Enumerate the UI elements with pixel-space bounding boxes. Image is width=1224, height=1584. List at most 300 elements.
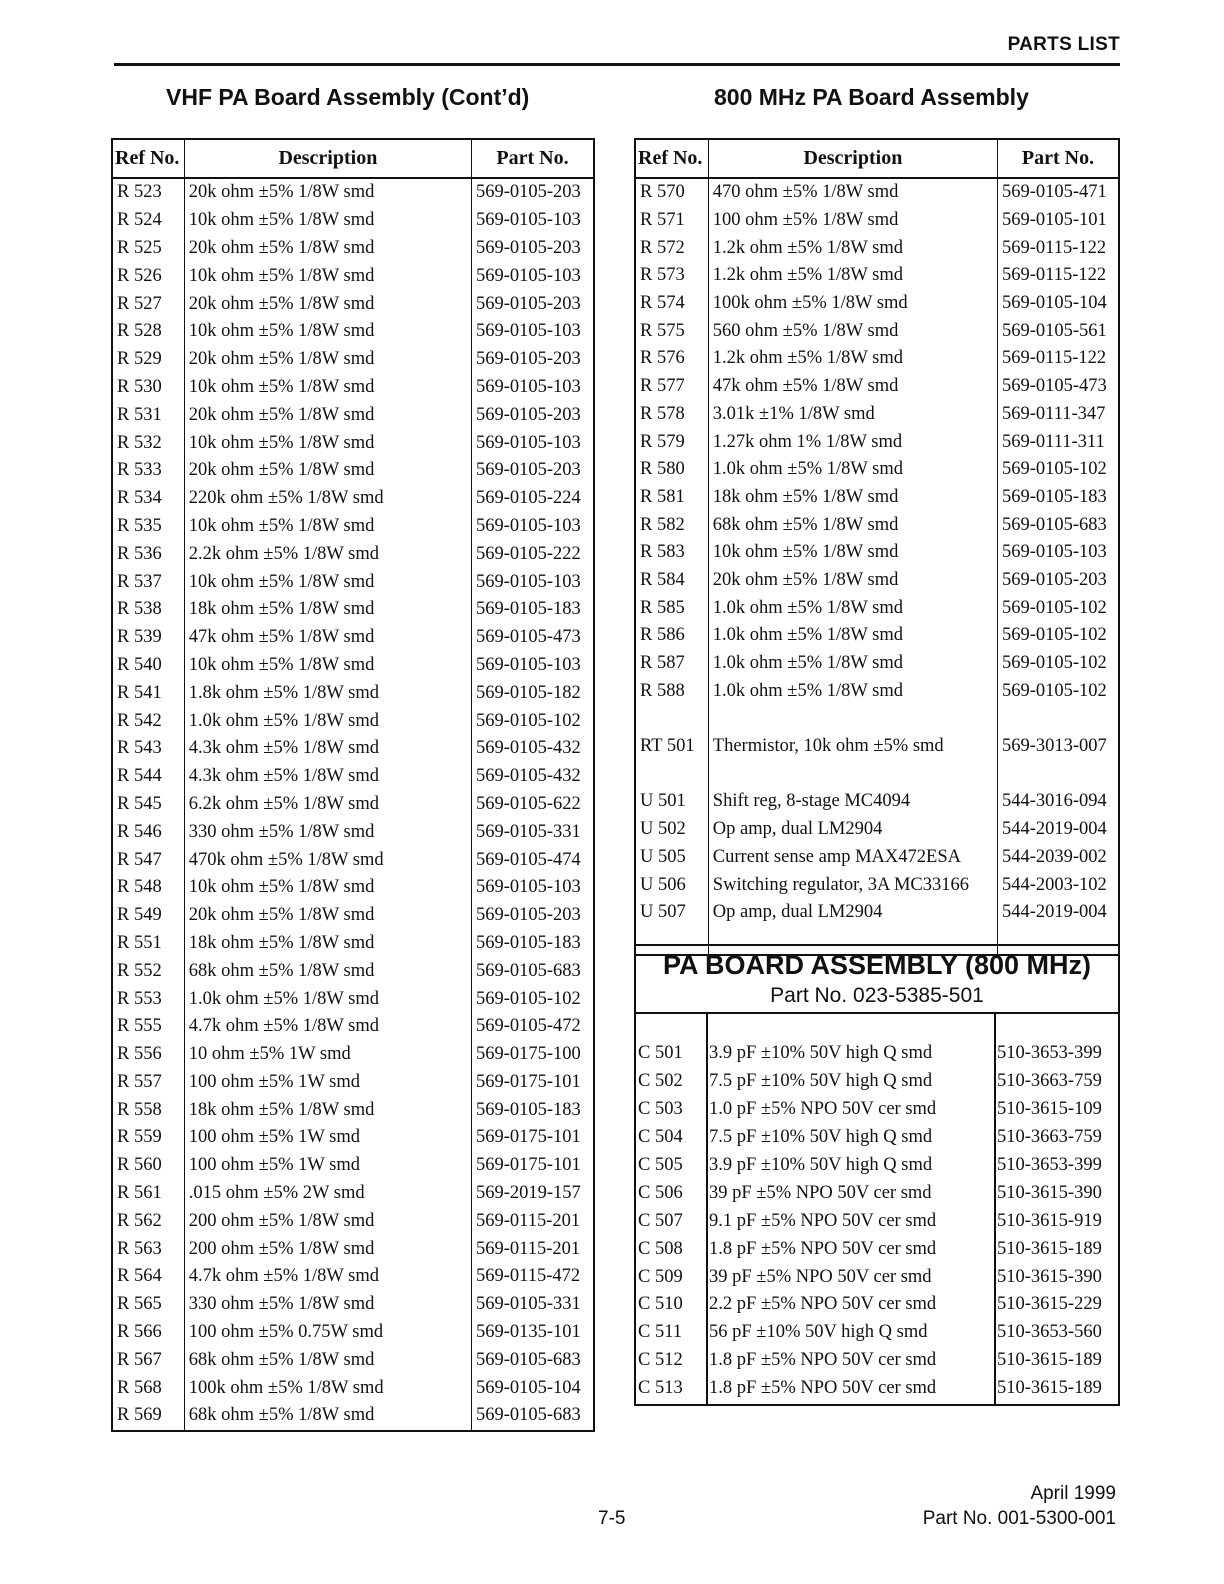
description-cell: 100k ohm ±5% 1/8W smd bbox=[708, 290, 997, 318]
ref-cell: R 539 bbox=[117, 627, 162, 648]
description-cell: 1.0k ohm ±5% 1/8W smd bbox=[708, 456, 997, 484]
assembly-title: PA BOARD ASSEMBLY (800 MHz) bbox=[662, 950, 1092, 980]
description-cell: 1.0k ohm ±5% 1/8W smd bbox=[708, 594, 997, 622]
ref-cell: R 558 bbox=[117, 1099, 162, 1120]
description-cell: 1.8k ohm ±5% 1/8W smd bbox=[184, 679, 471, 707]
part-no-cell: 569-0105-103 bbox=[471, 652, 594, 680]
part-no-cell: 569-0105-331 bbox=[471, 1291, 594, 1319]
description-cell: 3.9 pF ±10% 50V high Q smd bbox=[709, 1155, 933, 1175]
description-cell: 20k ohm ±5% 1/8W smd bbox=[184, 902, 471, 930]
part-no-cell bbox=[997, 760, 1119, 788]
description-cell: 18k ohm ±5% 1/8W smd bbox=[184, 596, 471, 624]
table-row bbox=[635, 317, 1119, 345]
table-row bbox=[112, 902, 594, 930]
description-cell: 9.1 pF ±5% NPO 50V cer smd bbox=[709, 1210, 937, 1231]
part-no-cell: 569-0105-222 bbox=[471, 540, 594, 568]
ref-cell: R 565 bbox=[117, 1294, 162, 1315]
table-row bbox=[635, 677, 1119, 705]
table-row bbox=[112, 1235, 594, 1263]
table-row bbox=[112, 207, 594, 235]
part-no-cell: 569-0135-101 bbox=[471, 1319, 594, 1347]
table-row bbox=[636, 1152, 1118, 1180]
part-no-cell: 544-2019-004 bbox=[997, 899, 1119, 927]
part-no-cell: 569-0105-104 bbox=[997, 290, 1119, 318]
table-row bbox=[635, 428, 1119, 456]
ref-cell: R 587 bbox=[640, 653, 685, 674]
description-cell: 10k ohm ±5% 1/8W smd bbox=[184, 374, 471, 402]
right-parts-table bbox=[634, 138, 1120, 956]
table-row bbox=[112, 791, 594, 819]
table-row bbox=[112, 318, 594, 346]
ref-cell: U 502 bbox=[640, 819, 686, 840]
description-cell: 18k ohm ±5% 1/8W smd bbox=[708, 484, 997, 512]
part-no-cell: 510-3653-399 bbox=[997, 1155, 1102, 1175]
part-no-cell: 569-0115-122 bbox=[997, 234, 1119, 262]
description-cell: 1.2k ohm ±5% 1/8W smd bbox=[708, 234, 997, 262]
table-row bbox=[112, 540, 594, 568]
description-cell: 200 ohm ±5% 1/8W smd bbox=[184, 1207, 471, 1235]
table-row bbox=[112, 401, 594, 429]
description-cell: Thermistor, 10k ohm ±5% smd bbox=[708, 733, 997, 761]
table-row bbox=[635, 733, 1119, 761]
part-no-cell: 569-0105-102 bbox=[997, 456, 1119, 484]
ref-cell: R 524 bbox=[117, 210, 162, 231]
table-row bbox=[635, 511, 1119, 539]
part-no-cell: 569-0105-622 bbox=[471, 791, 594, 819]
description-cell: 10k ohm ±5% 1/8W smd bbox=[184, 652, 471, 680]
column-header-ref: Ref No. bbox=[635, 139, 708, 178]
ref-cell: R 549 bbox=[117, 905, 162, 926]
description-cell: 10k ohm ±5% 1/8W smd bbox=[184, 874, 471, 902]
ref-cell: R 532 bbox=[117, 432, 162, 453]
ref-cell: R 584 bbox=[640, 569, 685, 590]
ref-cell: R 568 bbox=[117, 1377, 162, 1398]
table-header-row bbox=[635, 139, 1119, 178]
description-cell: 1.0k ohm ±5% 1/8W smd bbox=[184, 707, 471, 735]
part-no-cell: 569-2019-157 bbox=[471, 1180, 594, 1208]
table-row bbox=[112, 485, 594, 513]
ref-cell: C 503 bbox=[638, 1099, 683, 1120]
ref-cell: R 581 bbox=[640, 486, 685, 507]
description-cell: Shift reg, 8-stage MC4094 bbox=[708, 788, 997, 816]
description-cell: 7.5 pF ±10% 50V high Q smd bbox=[709, 1127, 933, 1148]
part-no-cell: 569-0115-122 bbox=[997, 262, 1119, 290]
table-row bbox=[112, 346, 594, 374]
table-row bbox=[635, 788, 1119, 816]
ref-cell: R 575 bbox=[640, 320, 685, 341]
part-no-cell: 569-0111-311 bbox=[997, 428, 1119, 456]
description-cell: Op amp, dual LM2904 bbox=[708, 899, 997, 927]
ref-cell: C 510 bbox=[638, 1294, 683, 1315]
table-row bbox=[635, 539, 1119, 567]
description-cell: 68k ohm ±5% 1/8W smd bbox=[184, 1402, 471, 1431]
column-header-description: Description bbox=[708, 139, 997, 178]
part-no-cell: 569-0105-683 bbox=[997, 511, 1119, 539]
ref-cell: R 544 bbox=[117, 766, 162, 787]
description-cell bbox=[708, 705, 997, 733]
table-row bbox=[112, 1096, 594, 1124]
description-cell: 2.2k ohm ±5% 1/8W smd bbox=[184, 540, 471, 568]
part-no-cell: 569-0115-472 bbox=[471, 1263, 594, 1291]
ref-cell: C 512 bbox=[638, 1350, 683, 1371]
header-rule bbox=[114, 63, 1120, 66]
description-cell: 47k ohm ±5% 1/8W smd bbox=[184, 624, 471, 652]
part-no-cell: 510-3615-919 bbox=[997, 1210, 1102, 1231]
column-header-ref: Ref No. bbox=[112, 139, 184, 178]
table-row bbox=[112, 679, 594, 707]
ref-cell: R 562 bbox=[117, 1210, 162, 1231]
table-row bbox=[112, 763, 594, 791]
part-no-cell: 569-0105-103 bbox=[471, 262, 594, 290]
description-cell: 10 ohm ±5% 1W smd bbox=[184, 1041, 471, 1069]
description-cell: 47k ohm ±5% 1/8W smd bbox=[708, 373, 997, 401]
description-cell: 1.8 pF ±5% NPO 50V cer smd bbox=[709, 1378, 937, 1399]
right-section-title: 800 MHz PA Board Assembly bbox=[714, 84, 1029, 110]
description-cell: 39 pF ±5% NPO 50V cer smd bbox=[709, 1266, 932, 1287]
table-row bbox=[112, 1207, 594, 1235]
footer-document-part-number: Part No. 001-5300-001 bbox=[922, 1508, 1116, 1529]
part-no-cell: 569-0105-432 bbox=[471, 763, 594, 791]
description-cell: 20k ohm ±5% 1/8W smd bbox=[184, 290, 471, 318]
table-row bbox=[636, 1319, 1118, 1347]
table-row bbox=[112, 1180, 594, 1208]
ref-cell: R 523 bbox=[117, 182, 162, 203]
description-cell: 100 ohm ±5% 1W smd bbox=[184, 1124, 471, 1152]
part-no-cell: 569-0105-103 bbox=[471, 874, 594, 902]
description-cell: 39 pF ±5% NPO 50V cer smd bbox=[709, 1182, 932, 1203]
part-no-cell: 569-0105-103 bbox=[471, 374, 594, 402]
description-cell: 10k ohm ±5% 1/8W smd bbox=[184, 207, 471, 235]
ref-cell: R 553 bbox=[117, 988, 162, 1009]
description-cell: 2.2 pF ±5% NPO 50V cer smd bbox=[709, 1294, 937, 1315]
table-row bbox=[636, 1347, 1118, 1375]
table-row bbox=[635, 650, 1119, 678]
ref-cell: C 509 bbox=[638, 1266, 683, 1287]
part-no-cell: 569-0175-101 bbox=[471, 1124, 594, 1152]
part-no-cell: 569-0105-103 bbox=[997, 539, 1119, 567]
table-row bbox=[635, 290, 1119, 318]
description-cell: Op amp, dual LM2904 bbox=[708, 816, 997, 844]
ref-cell: R 548 bbox=[117, 877, 162, 898]
part-no-cell: 569-3013-007 bbox=[997, 733, 1119, 761]
part-no-cell: 544-2019-004 bbox=[997, 816, 1119, 844]
table-row bbox=[635, 484, 1119, 512]
ref-cell: R 585 bbox=[640, 597, 685, 618]
ref-cell bbox=[635, 705, 708, 733]
ref-cell: R 579 bbox=[640, 431, 685, 452]
part-no-cell: 569-0115-201 bbox=[471, 1207, 594, 1235]
left-section-title: VHF PA Board Assembly (Cont’d) bbox=[166, 84, 530, 110]
part-no-cell: 510-3615-390 bbox=[997, 1266, 1102, 1287]
table-row bbox=[635, 622, 1119, 650]
part-no-cell: 569-0105-473 bbox=[471, 624, 594, 652]
ref-cell: R 576 bbox=[640, 348, 685, 369]
table-row bbox=[112, 262, 594, 290]
description-cell: 100 ohm ±5% 0.75W smd bbox=[184, 1319, 471, 1347]
part-no-cell: 510-3653-399 bbox=[997, 1043, 1102, 1064]
header-label: PARTS LIST bbox=[1007, 34, 1120, 55]
description-cell: 10k ohm ±5% 1/8W smd bbox=[184, 429, 471, 457]
part-no-cell: 569-0105-102 bbox=[471, 707, 594, 735]
ref-cell: R 552 bbox=[117, 960, 162, 981]
table-row bbox=[112, 846, 594, 874]
ref-cell: R 531 bbox=[117, 404, 162, 425]
table-row bbox=[636, 1263, 1118, 1291]
assembly-parts-table bbox=[636, 1040, 1118, 1403]
ref-cell: U 507 bbox=[640, 902, 686, 923]
description-cell: 1.27k ohm 1% 1/8W smd bbox=[708, 428, 997, 456]
part-no-cell: 569-0105-183 bbox=[471, 596, 594, 624]
description-cell: 20k ohm ±5% 1/8W smd bbox=[184, 346, 471, 374]
ref-cell: R 561 bbox=[117, 1183, 162, 1204]
ref-cell: U 501 bbox=[640, 791, 686, 812]
part-no-cell: 569-0105-183 bbox=[471, 1096, 594, 1124]
ref-cell: R 586 bbox=[640, 625, 685, 646]
ref-cell: R 543 bbox=[117, 738, 162, 759]
part-no-cell: 569-0105-203 bbox=[471, 401, 594, 429]
table-row bbox=[112, 707, 594, 735]
part-no-cell: 569-0105-471 bbox=[997, 178, 1119, 207]
table-row bbox=[112, 1263, 594, 1291]
ref-cell: R 535 bbox=[117, 515, 162, 536]
page-number: 7-5 bbox=[598, 1508, 626, 1529]
part-no-cell: 569-0105-102 bbox=[997, 594, 1119, 622]
ref-cell: C 504 bbox=[638, 1127, 683, 1148]
ref-cell: C 505 bbox=[638, 1155, 683, 1175]
description-cell: 1.0 pF ±5% NPO 50V cer smd bbox=[709, 1099, 937, 1120]
table-row bbox=[635, 178, 1119, 207]
table-row bbox=[112, 957, 594, 985]
table-row bbox=[112, 1319, 594, 1347]
part-no-cell: 544-2039-002 bbox=[997, 844, 1119, 872]
part-no-cell: 569-0105-203 bbox=[471, 902, 594, 930]
table-row bbox=[635, 234, 1119, 262]
table-row bbox=[635, 871, 1119, 899]
table-row bbox=[112, 513, 594, 541]
part-no-cell: 569-0105-473 bbox=[997, 373, 1119, 401]
description-cell: 56 pF ±10% 50V high Q smd bbox=[709, 1322, 928, 1343]
description-cell: 20k ohm ±5% 1/8W smd bbox=[184, 235, 471, 263]
ref-cell: R 533 bbox=[117, 460, 162, 481]
ref-cell: R 571 bbox=[640, 210, 685, 231]
description-cell: 1.0k ohm ±5% 1/8W smd bbox=[184, 985, 471, 1013]
part-no-cell: 569-0175-100 bbox=[471, 1041, 594, 1069]
description-cell: 20k ohm ±5% 1/8W smd bbox=[184, 457, 471, 485]
table-row bbox=[112, 596, 594, 624]
description-cell: Current sense amp MAX472ESA bbox=[708, 844, 997, 872]
description-cell: 18k ohm ±5% 1/8W smd bbox=[184, 1096, 471, 1124]
table-row bbox=[112, 1374, 594, 1402]
table-row bbox=[635, 594, 1119, 622]
part-no-cell: 569-0105-561 bbox=[997, 317, 1119, 345]
ref-cell: C 507 bbox=[638, 1210, 683, 1231]
ref-cell: R 545 bbox=[117, 793, 162, 814]
part-no-cell: 569-0105-683 bbox=[471, 1402, 594, 1431]
table-row bbox=[635, 816, 1119, 844]
table-row bbox=[112, 457, 594, 485]
description-cell bbox=[708, 760, 997, 788]
description-cell: 10k ohm ±5% 1/8W smd bbox=[184, 568, 471, 596]
description-cell: 7.5 pF ±10% 50V high Q smd bbox=[709, 1071, 933, 1092]
part-no-cell: 510-3615-189 bbox=[997, 1238, 1102, 1259]
ref-cell: R 540 bbox=[117, 654, 162, 675]
description-cell: 20k ohm ±5% 1/8W smd bbox=[184, 401, 471, 429]
part-no-cell: 510-3663-759 bbox=[997, 1071, 1102, 1092]
description-cell: 4.7k ohm ±5% 1/8W smd bbox=[184, 1013, 471, 1041]
table-row bbox=[112, 1041, 594, 1069]
ref-cell: R 534 bbox=[117, 488, 162, 509]
description-cell: 1.8 pF ±5% NPO 50V cer smd bbox=[709, 1238, 937, 1259]
assembly-part-number: Part No. 023-5385-501 bbox=[770, 984, 984, 1007]
table-row bbox=[636, 1207, 1118, 1235]
part-no-cell: 569-0105-203 bbox=[471, 290, 594, 318]
part-no-cell: 569-0105-683 bbox=[471, 1346, 594, 1374]
column-header-part-no: Part No. bbox=[997, 139, 1119, 178]
part-no-cell: 510-3615-229 bbox=[997, 1294, 1102, 1315]
table-row bbox=[112, 429, 594, 457]
left-parts-table bbox=[111, 138, 595, 1432]
part-no-cell: 569-0105-102 bbox=[997, 622, 1119, 650]
part-no-cell: 510-3615-189 bbox=[997, 1350, 1102, 1371]
description-cell: 10k ohm ±5% 1/8W smd bbox=[184, 318, 471, 346]
ref-cell: R 567 bbox=[117, 1349, 162, 1370]
part-no-cell: 569-0105-102 bbox=[471, 985, 594, 1013]
table-row bbox=[112, 735, 594, 763]
description-cell: 1.0k ohm ±5% 1/8W smd bbox=[708, 677, 997, 705]
description-cell: 100 ohm ±5% 1/8W smd bbox=[708, 207, 997, 235]
part-no-cell: 544-2003-102 bbox=[997, 871, 1119, 899]
part-no-cell: 569-0105-224 bbox=[471, 485, 594, 513]
part-no-cell: 569-0105-103 bbox=[471, 513, 594, 541]
column-header-part-no: Part No. bbox=[471, 139, 594, 178]
ref-cell: R 563 bbox=[117, 1238, 162, 1259]
table-row bbox=[636, 1291, 1118, 1319]
footer-date: April 1999 bbox=[1030, 1483, 1116, 1504]
description-cell: 10k ohm ±5% 1/8W smd bbox=[184, 513, 471, 541]
part-no-cell: 510-3615-109 bbox=[997, 1099, 1102, 1120]
ref-cell: R 574 bbox=[640, 293, 685, 314]
ref-cell: R 583 bbox=[640, 542, 685, 563]
ref-cell: R 551 bbox=[117, 932, 162, 953]
ref-cell bbox=[635, 760, 708, 788]
part-no-cell: 569-0105-203 bbox=[471, 346, 594, 374]
description-cell: 100 ohm ±5% 1W smd bbox=[184, 1069, 471, 1097]
description-cell: 6.2k ohm ±5% 1/8W smd bbox=[184, 791, 471, 819]
description-cell: 1.0k ohm ±5% 1/8W smd bbox=[708, 650, 997, 678]
description-cell: 10k ohm ±5% 1/8W smd bbox=[708, 539, 997, 567]
table-row bbox=[635, 373, 1119, 401]
ref-cell: R 555 bbox=[117, 1016, 162, 1037]
part-no-cell: 569-0105-182 bbox=[471, 679, 594, 707]
part-no-cell: 569-0105-472 bbox=[471, 1013, 594, 1041]
description-cell: 68k ohm ±5% 1/8W smd bbox=[184, 957, 471, 985]
description-cell: 68k ohm ±5% 1/8W smd bbox=[184, 1346, 471, 1374]
ref-cell: R 578 bbox=[640, 403, 685, 424]
table-row bbox=[635, 567, 1119, 595]
table-row bbox=[112, 1346, 594, 1374]
ref-cell: R 527 bbox=[117, 293, 162, 314]
ref-cell: R 566 bbox=[117, 1322, 162, 1343]
description-cell: .015 ohm ±5% 2W smd bbox=[184, 1180, 471, 1208]
table-row bbox=[635, 345, 1119, 373]
ref-cell: R 538 bbox=[117, 599, 162, 620]
table-row bbox=[635, 456, 1119, 484]
description-cell: 100 ohm ±5% 1W smd bbox=[184, 1152, 471, 1180]
part-no-cell: 510-3615-189 bbox=[997, 1378, 1102, 1399]
ref-cell: R 573 bbox=[640, 265, 685, 286]
description-cell: 560 ohm ±5% 1/8W smd bbox=[708, 317, 997, 345]
description-cell: 4.3k ohm ±5% 1/8W smd bbox=[184, 735, 471, 763]
part-no-cell: 569-0115-201 bbox=[471, 1235, 594, 1263]
ref-cell: R 582 bbox=[640, 514, 685, 535]
part-no-cell: 569-0105-102 bbox=[997, 677, 1119, 705]
ref-cell: R 569 bbox=[117, 1405, 162, 1426]
part-no-cell: 569-0105-474 bbox=[471, 846, 594, 874]
table-row bbox=[635, 899, 1119, 927]
part-no-cell: 569-0115-122 bbox=[997, 345, 1119, 373]
description-cell: 1.8 pF ±5% NPO 50V cer smd bbox=[709, 1350, 937, 1371]
description-cell: Switching regulator, 3A MC33166 bbox=[708, 871, 997, 899]
part-no-cell: 569-0105-203 bbox=[471, 457, 594, 485]
table-row bbox=[112, 1069, 594, 1097]
part-no-cell: 569-0105-101 bbox=[997, 207, 1119, 235]
table-row bbox=[112, 1291, 594, 1319]
table-row bbox=[635, 844, 1119, 872]
ref-cell: C 506 bbox=[638, 1182, 683, 1203]
description-cell: 330 ohm ±5% 1/8W smd bbox=[184, 1291, 471, 1319]
table-row bbox=[112, 930, 594, 958]
table-header-row bbox=[112, 139, 594, 178]
ref-cell: R 564 bbox=[117, 1266, 162, 1287]
part-no-cell: 569-0105-103 bbox=[471, 568, 594, 596]
table-row bbox=[635, 705, 1119, 733]
description-cell: 200 ohm ±5% 1/8W smd bbox=[184, 1235, 471, 1263]
ref-cell: R 536 bbox=[117, 543, 162, 564]
ref-cell: C 501 bbox=[638, 1043, 683, 1064]
ref-cell: RT 501 bbox=[640, 736, 695, 757]
ref-cell: R 547 bbox=[117, 849, 162, 870]
table-row bbox=[635, 207, 1119, 235]
ref-cell: R 560 bbox=[117, 1155, 162, 1176]
description-cell: 68k ohm ±5% 1/8W smd bbox=[708, 511, 997, 539]
part-no-cell: 569-0105-103 bbox=[471, 318, 594, 346]
table-row bbox=[112, 1013, 594, 1041]
part-no-cell: 569-0175-101 bbox=[471, 1152, 594, 1180]
description-cell: 330 ohm ±5% 1/8W smd bbox=[184, 818, 471, 846]
part-no-cell: 569-0105-183 bbox=[471, 930, 594, 958]
ref-cell: U 505 bbox=[640, 846, 686, 867]
table-row bbox=[112, 290, 594, 318]
part-no-cell: 510-3653-560 bbox=[997, 1322, 1102, 1343]
part-no-cell bbox=[997, 705, 1119, 733]
description-cell: 20k ohm ±5% 1/8W smd bbox=[184, 178, 471, 207]
table-row bbox=[112, 374, 594, 402]
ref-cell: R 557 bbox=[117, 1071, 162, 1092]
ref-cell: R 542 bbox=[117, 710, 162, 731]
table-row bbox=[636, 1124, 1118, 1152]
table-row bbox=[112, 624, 594, 652]
table-row bbox=[112, 568, 594, 596]
part-no-cell: 569-0105-432 bbox=[471, 735, 594, 763]
ref-cell: C 513 bbox=[638, 1378, 683, 1399]
description-cell: 100k ohm ±5% 1/8W smd bbox=[184, 1374, 471, 1402]
description-cell: 4.7k ohm ±5% 1/8W smd bbox=[184, 1263, 471, 1291]
ref-cell: R 541 bbox=[117, 682, 162, 703]
ref-cell: R 570 bbox=[640, 182, 685, 203]
table-row bbox=[635, 401, 1119, 429]
part-no-cell: 569-0175-101 bbox=[471, 1069, 594, 1097]
part-no-cell: 569-0105-103 bbox=[471, 207, 594, 235]
